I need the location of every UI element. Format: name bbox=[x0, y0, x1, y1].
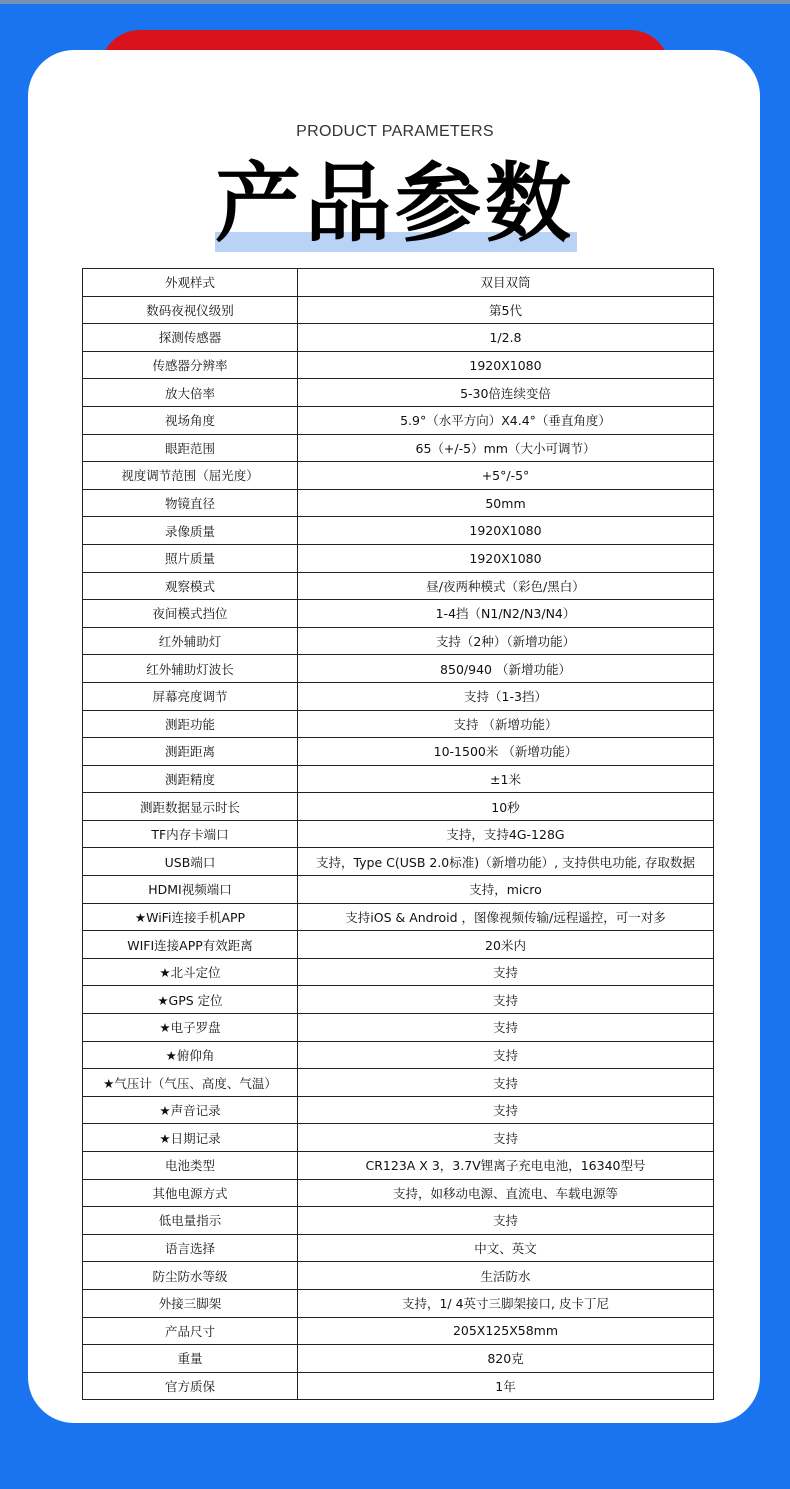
param-label: TF内存卡端口 bbox=[83, 820, 298, 848]
param-label: ★气压计（气压、高度、气温） bbox=[83, 1069, 298, 1097]
param-value: 820克 bbox=[298, 1345, 714, 1373]
param-label: ★WiFi连接手机APP bbox=[83, 903, 298, 931]
table-row bbox=[83, 655, 714, 683]
param-value: 1年 bbox=[298, 1372, 714, 1400]
param-label: 产品尺寸 bbox=[83, 1317, 298, 1345]
param-value: 昼/夜两种模式（彩色/黑白） bbox=[298, 572, 714, 600]
param-label: 屏幕亮度调节 bbox=[83, 682, 298, 710]
param-label: 数码夜视仪级别 bbox=[83, 296, 298, 324]
param-label: 眼距范围 bbox=[83, 434, 298, 462]
table-row bbox=[83, 1041, 714, 1069]
param-value: 中文、英文 bbox=[298, 1234, 714, 1262]
param-label: 测距精度 bbox=[83, 765, 298, 793]
param-value: 生活防水 bbox=[298, 1262, 714, 1290]
table-row bbox=[83, 296, 714, 324]
param-label: ★俯仰角 bbox=[83, 1041, 298, 1069]
param-value: 支持（1-3挡） bbox=[298, 682, 714, 710]
param-label: 视场角度 bbox=[83, 406, 298, 434]
param-value: 支持 bbox=[298, 1096, 714, 1124]
table-row bbox=[83, 462, 714, 490]
param-value: 1/2.8 bbox=[298, 324, 714, 352]
param-label: 其他电源方式 bbox=[83, 1179, 298, 1207]
subtitle: PRODUCT PARAMETERS bbox=[296, 123, 494, 140]
table-row bbox=[83, 544, 714, 572]
param-value: 205X125X58mm bbox=[298, 1317, 714, 1345]
parameters-table bbox=[82, 268, 714, 1400]
param-label: 重量 bbox=[83, 1345, 298, 1373]
param-value: 1920X1080 bbox=[298, 517, 714, 545]
param-value: 850/940 （新增功能） bbox=[298, 655, 714, 683]
param-value: 双目双筒 bbox=[298, 269, 714, 297]
param-label: ★日期记录 bbox=[83, 1124, 298, 1152]
param-value: 50mm bbox=[298, 489, 714, 517]
top-strip bbox=[0, 0, 790, 4]
param-label: 传感器分辨率 bbox=[83, 351, 298, 379]
table-row bbox=[83, 738, 714, 766]
param-label: 语言选择 bbox=[83, 1234, 298, 1262]
param-value: CR123A X 3，3.7V锂离子充电电池，16340型号 bbox=[298, 1152, 714, 1180]
param-label: USB端口 bbox=[83, 848, 298, 876]
table-row bbox=[83, 1207, 714, 1235]
param-label: 录像质量 bbox=[83, 517, 298, 545]
param-value: 5-30倍连续变倍 bbox=[298, 379, 714, 407]
param-value: 65（+/-5）mm（大小可调节） bbox=[298, 434, 714, 462]
page-title: 产品参数 bbox=[215, 154, 575, 254]
param-value: ±1米 bbox=[298, 765, 714, 793]
table-row bbox=[83, 379, 714, 407]
table-row bbox=[83, 572, 714, 600]
param-value: 支持，micro bbox=[298, 876, 714, 904]
table-row bbox=[83, 627, 714, 655]
table-row bbox=[83, 1152, 714, 1180]
param-value: 支持 bbox=[298, 1041, 714, 1069]
table-row bbox=[83, 406, 714, 434]
table-row bbox=[83, 1124, 714, 1152]
param-value: 支持 bbox=[298, 1014, 714, 1042]
param-label: 外观样式 bbox=[83, 269, 298, 297]
param-value: 支持 bbox=[298, 986, 714, 1014]
param-label: 官方质保 bbox=[83, 1372, 298, 1400]
param-label: 物镜直径 bbox=[83, 489, 298, 517]
param-value: 1920X1080 bbox=[298, 544, 714, 572]
param-label: ★声音记录 bbox=[83, 1096, 298, 1124]
table-row bbox=[83, 848, 714, 876]
table-row bbox=[83, 793, 714, 821]
param-value: 支持 bbox=[298, 958, 714, 986]
table-row bbox=[83, 682, 714, 710]
param-label: 低电量指示 bbox=[83, 1207, 298, 1235]
param-value: 支持，Type C(USB 2.0标准)（新增功能）, 支持供电功能, 存取数据 bbox=[298, 848, 714, 876]
table-row bbox=[83, 600, 714, 628]
param-label: 防尘防水等级 bbox=[83, 1262, 298, 1290]
param-label: 红外辅助灯波长 bbox=[83, 655, 298, 683]
table-row bbox=[83, 1069, 714, 1097]
param-value: 支持 bbox=[298, 1124, 714, 1152]
param-value: 支持 bbox=[298, 1207, 714, 1235]
param-label: 电池类型 bbox=[83, 1152, 298, 1180]
param-value: 1920X1080 bbox=[298, 351, 714, 379]
param-value: 支持，1/ 4英寸三脚架接口, 皮卡丁尼 bbox=[298, 1289, 714, 1317]
param-label: 红外辅助灯 bbox=[83, 627, 298, 655]
param-label: ★北斗定位 bbox=[83, 958, 298, 986]
parameters-table-body bbox=[83, 269, 714, 1400]
param-value: 5.9°（水平方向）X4.4°（垂直角度） bbox=[298, 406, 714, 434]
table-row bbox=[83, 876, 714, 904]
table-row bbox=[83, 1289, 714, 1317]
param-value: 支持 （新增功能） bbox=[298, 710, 714, 738]
param-value: 第5代 bbox=[298, 296, 714, 324]
param-label: 照片质量 bbox=[83, 544, 298, 572]
param-value: 支持（2种）（新增功能） bbox=[298, 627, 714, 655]
param-value: 1-4挡（N1/N2/N3/N4） bbox=[298, 600, 714, 628]
table-row bbox=[83, 1179, 714, 1207]
param-label: 视度调节范围（屈光度） bbox=[83, 462, 298, 490]
table-row bbox=[83, 1014, 714, 1042]
param-value: 10秒 bbox=[298, 793, 714, 821]
table-row bbox=[83, 820, 714, 848]
param-label: 测距功能 bbox=[83, 710, 298, 738]
table-row bbox=[83, 710, 714, 738]
param-value: 支持 bbox=[298, 1069, 714, 1097]
table-row bbox=[83, 269, 714, 297]
table-row bbox=[83, 324, 714, 352]
param-label: ★电子罗盘 bbox=[83, 1014, 298, 1042]
table-row bbox=[83, 351, 714, 379]
table-row bbox=[83, 958, 714, 986]
table-row bbox=[83, 517, 714, 545]
param-label: 夜间模式挡位 bbox=[83, 600, 298, 628]
param-value: 支持iOS & Android ，图像视频传输/远程遥控，可一对多 bbox=[298, 903, 714, 931]
param-label: HDMI视频端口 bbox=[83, 876, 298, 904]
table-row bbox=[83, 903, 714, 931]
table-row bbox=[83, 986, 714, 1014]
table-row bbox=[83, 931, 714, 959]
table-row bbox=[83, 765, 714, 793]
param-value: 支持，如移动电源、直流电、车载电源等 bbox=[298, 1179, 714, 1207]
table-row bbox=[83, 489, 714, 517]
param-label: WIFI连接APP有效距离 bbox=[83, 931, 298, 959]
table-row bbox=[83, 1234, 714, 1262]
param-label: 观察模式 bbox=[83, 572, 298, 600]
table-row bbox=[83, 1262, 714, 1290]
param-value: 支持，支持4G-128G bbox=[298, 820, 714, 848]
table-row bbox=[83, 1317, 714, 1345]
param-label: 放大倍率 bbox=[83, 379, 298, 407]
param-label: 探测传感器 bbox=[83, 324, 298, 352]
param-label: ★GPS 定位 bbox=[83, 986, 298, 1014]
param-value: +5°/-5° bbox=[298, 462, 714, 490]
table-row bbox=[83, 1345, 714, 1373]
table-row bbox=[83, 434, 714, 462]
param-value: 20米内 bbox=[298, 931, 714, 959]
table-row bbox=[83, 1096, 714, 1124]
param-value: 10-1500米 （新增功能） bbox=[298, 738, 714, 766]
param-label: 测距距离 bbox=[83, 738, 298, 766]
table-row bbox=[83, 1372, 714, 1400]
param-label: 外接三脚架 bbox=[83, 1289, 298, 1317]
param-label: 测距数据显示时长 bbox=[83, 793, 298, 821]
